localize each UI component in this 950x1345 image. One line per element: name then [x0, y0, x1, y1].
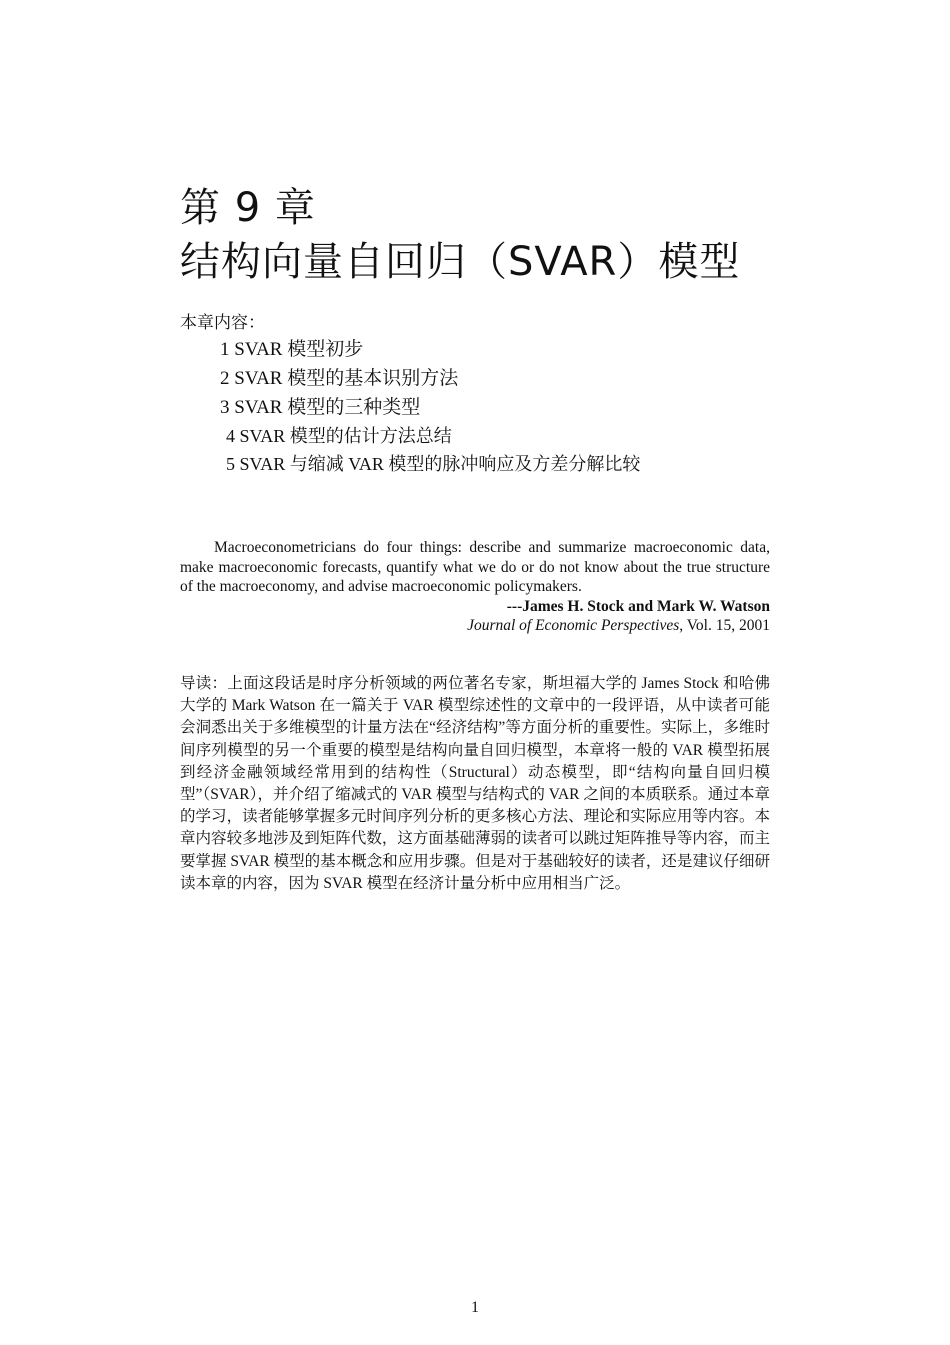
contents-heading: 本章内容：	[180, 313, 265, 332]
contents-item-5: 5 SVAR 与缩减 VAR 模型的脉冲响应及方差分解比较	[226, 454, 641, 474]
quote-citation: , Vol. 15, 2001	[679, 617, 770, 634]
contents-item-4: 4 SVAR 模型的估计方法总结	[226, 426, 452, 446]
contents-item-1: 1 SVAR 模型初步	[220, 339, 364, 360]
epigraph-quote	[180, 538, 770, 636]
contents-item-2: 2 SVAR 模型的基本识别方法	[220, 368, 459, 389]
contents-item-3: 3 SVAR 模型的三种类型	[220, 397, 421, 418]
intro-section	[180, 673, 770, 895]
quote-journal: Journal of Economic Perspectives	[467, 617, 680, 634]
quote-author: ---James H. Stock and Mark W. Watson	[506, 597, 770, 615]
chapter-title: 结构向量自回归（SVAR）模型	[180, 239, 741, 285]
quote-source	[180, 616, 770, 636]
intro-paragraph: 导读：上面这段话是时序分析领域的两位著名专家，斯坦福大学的 James Stock 和哈佛大学的 Mark Watson 在一篇关于 VAR 模型综述性的文章中的一段评语，从中读者可能会洞悉出关于多维模型的计量方法在“经济结构”等方面分析的重要性。实际上，多维时间序列模型的另一个重要的模型是结构向量自回归模型，本章将一般的 VAR 模型拓展到经济金融领域经常用到的结构性（Structural）动态模型，即“结构向量自回归模型”（SVAR），并介绍了缩减式的 VAR 模型与结构式的 VAR 之间的本质联系。通过本章的学习，读者能够掌握多元时间序列分析的更多核心方法、理论和实际应用等内容。本章内容较多地涉及到矩阵代数，这方面基础薄弱的读者可以跳过矩阵推导等内容，而主要掌握 SVAR 模型的基本概念和应用步骤。但是对于基础较好的读者，还是建议仔细研读本章的内容，因为 SVAR 模型在经济计量分析中应用相当广泛。	[180, 675, 770, 892]
chapter-number: 第 9 章	[180, 185, 316, 231]
quote-text: Macroeconometricians do four things: describe and summarize macroeconomic data, make macroeconomic forecasts, quantify what we do or do not know about the true structure of the macroeconomy, and advise macroeconomic policymakers.	[180, 539, 770, 595]
page-number: 1	[471, 1299, 479, 1316]
